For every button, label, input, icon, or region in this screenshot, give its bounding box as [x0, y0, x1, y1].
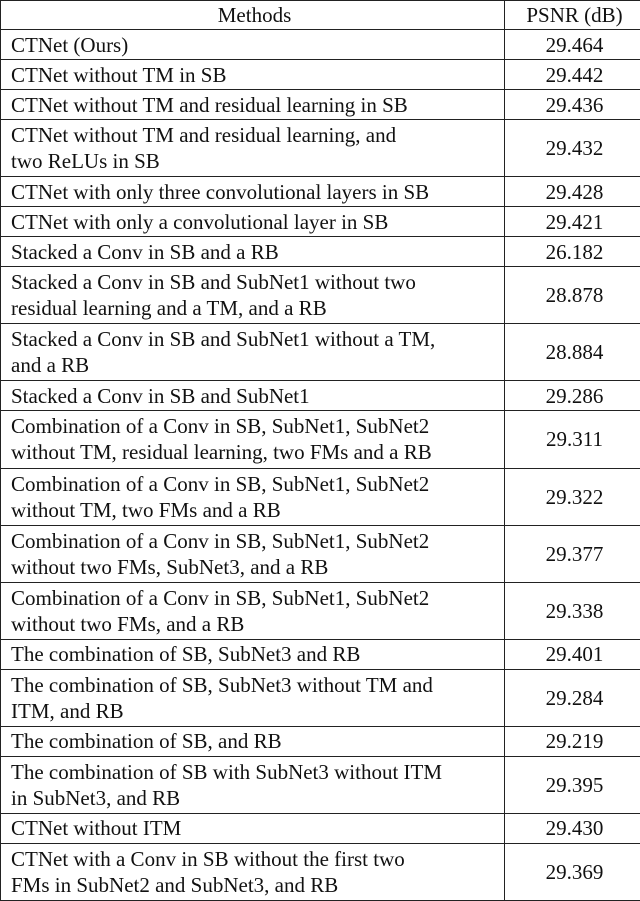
table-row [1, 639, 640, 669]
psnr-cell: 29.322 [505, 468, 640, 525]
table-row [1, 207, 640, 237]
table-row [1, 267, 640, 324]
table-row [1, 90, 640, 120]
psnr-cell: 29.464 [505, 30, 640, 60]
table-body [1, 30, 640, 901]
method-cell: Stacked a Conv in SB and a RB [1, 237, 505, 267]
method-cell: Combination of a Conv in SB, SubNet1, SubNet2 without two FMs, SubNet3, and a RB [1, 525, 505, 582]
psnr-cell: 29.401 [505, 639, 640, 669]
method-cell: CTNet without TM and residual learning in SB [1, 90, 505, 120]
table-row [1, 411, 640, 468]
psnr-cell: 29.377 [505, 525, 640, 582]
table-row [1, 813, 640, 843]
method-cell: The combination of SB, SubNet3 and RB [1, 639, 505, 669]
psnr-cell: 29.432 [505, 120, 640, 177]
method-cell: Stacked a Conv in SB and SubNet1 [1, 381, 505, 411]
psnr-cell: 29.284 [505, 669, 640, 726]
psnr-cell: 29.421 [505, 207, 640, 237]
method-cell: Stacked a Conv in SB and SubNet1 without two residual learning and a TM, and a RB [1, 267, 505, 324]
methods-column-header: Methods [1, 1, 505, 30]
method-cell: The combination of SB, SubNet3 without TM and ITM, and RB [1, 669, 505, 726]
table-row [1, 381, 640, 411]
psnr-cell: 29.395 [505, 756, 640, 813]
psnr-cell: 29.442 [505, 60, 640, 90]
method-cell: CTNet with only a convolutional layer in SB [1, 207, 505, 237]
table-row [1, 843, 640, 900]
psnr-cell: 29.338 [505, 582, 640, 639]
method-cell: Stacked a Conv in SB and SubNet1 without a TM, and a RB [1, 324, 505, 381]
method-cell: Combination of a Conv in SB, SubNet1, SubNet2 without two FMs, and a RB [1, 582, 505, 639]
psnr-cell: 26.182 [505, 237, 640, 267]
psnr-cell: 29.286 [505, 381, 640, 411]
table-row [1, 237, 640, 267]
method-cell: Combination of a Conv in SB, SubNet1, SubNet2 without TM, two FMs and a RB [1, 468, 505, 525]
psnr-column-header: PSNR (dB) [505, 1, 640, 30]
table-row [1, 726, 640, 756]
psnr-cell: 28.884 [505, 324, 640, 381]
table-row [1, 60, 640, 90]
psnr-cell: 28.878 [505, 267, 640, 324]
table-row [1, 468, 640, 525]
psnr-cell: 29.369 [505, 843, 640, 900]
table-row [1, 30, 640, 60]
psnr-cell: 29.311 [505, 411, 640, 468]
method-cell: CTNet without TM and residual learning, and two ReLUs in SB [1, 120, 505, 177]
method-cell: The combination of SB with SubNet3 without ITM in SubNet3, and RB [1, 756, 505, 813]
psnr-cell: 29.436 [505, 90, 640, 120]
method-cell: CTNet without ITM [1, 813, 505, 843]
table-row [1, 177, 640, 207]
method-cell: Combination of a Conv in SB, SubNet1, SubNet2 without TM, residual learning, two FMs and a RB [1, 411, 505, 468]
method-cell: The combination of SB, and RB [1, 726, 505, 756]
table-row [1, 756, 640, 813]
method-cell: CTNet (Ours) [1, 30, 505, 60]
table-row [1, 525, 640, 582]
method-cell: CTNet with only three convolutional layers in SB [1, 177, 505, 207]
table-row [1, 324, 640, 381]
psnr-cell: 29.219 [505, 726, 640, 756]
table-row [1, 669, 640, 726]
method-cell: CTNet without TM in SB [1, 60, 505, 90]
psnr-cell: 29.430 [505, 813, 640, 843]
psnr-cell: 29.428 [505, 177, 640, 207]
method-cell: CTNet with a Conv in SB without the first two FMs in SubNet2 and SubNet3, and RB [1, 843, 505, 900]
table-row [1, 582, 640, 639]
table-row [1, 120, 640, 177]
header-row [1, 1, 640, 30]
